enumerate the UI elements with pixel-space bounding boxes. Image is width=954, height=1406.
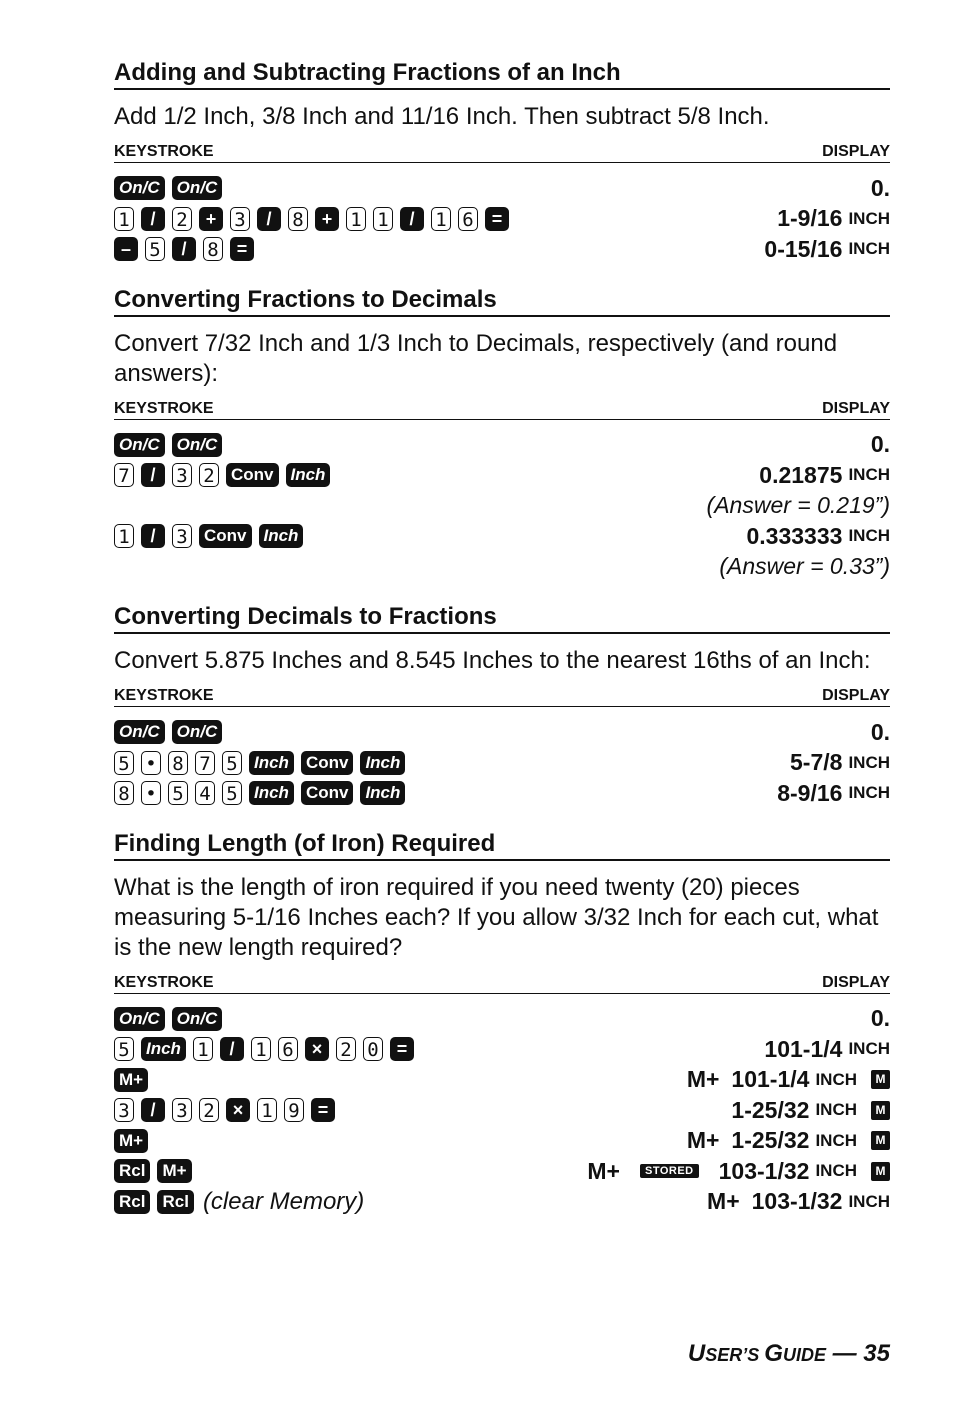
display-number: 0-15/16	[764, 235, 843, 262]
conv-key[interactable]: Conv	[301, 751, 354, 775]
keystroke-note: (clear Memory)	[202, 1187, 365, 1215]
display-header: DISPLAY	[822, 399, 890, 417]
digit-6-key[interactable]: 6	[458, 207, 478, 231]
digit-1-key[interactable]: 1	[346, 207, 366, 231]
digit-8-key[interactable]: 8	[203, 237, 223, 261]
keystroke-row	[114, 1065, 890, 1096]
display-number: 0.21875	[759, 461, 843, 488]
keystroke-header: KEYSTROKE	[114, 973, 214, 991]
digit-2-key[interactable]: 2	[199, 1098, 219, 1122]
keystroke-sequence	[114, 524, 303, 548]
display-header: DISPLAY	[822, 687, 890, 704]
on-clear-key[interactable]: On/C	[114, 1007, 165, 1031]
digit-1-key[interactable]: 1	[257, 1098, 277, 1122]
display-number: 101-1/4	[764, 1035, 843, 1062]
minus-key[interactable]: –	[114, 237, 138, 261]
display-header: DISPLAY	[822, 143, 890, 160]
digit-1-key[interactable]: 1	[193, 1037, 213, 1061]
digit-5-key[interactable]: 5	[222, 781, 242, 805]
keystroke-rows	[114, 430, 890, 583]
inch-key[interactable]: Inch	[286, 463, 331, 487]
equals-key[interactable]: =	[390, 1037, 414, 1061]
digit-2-key[interactable]: 2	[336, 1037, 356, 1061]
digit-2-key[interactable]: 2	[172, 207, 192, 231]
memory-badge: M	[871, 1162, 890, 1181]
digit-5-key[interactable]: 5	[114, 1037, 134, 1061]
keystroke-row	[114, 717, 890, 748]
keystroke-row	[114, 748, 890, 779]
display-unit: INCH	[815, 1161, 857, 1181]
inch-key[interactable]: Inch	[360, 781, 405, 805]
recall-key[interactable]: Rcl	[114, 1159, 150, 1183]
digit-3-key[interactable]: 3	[172, 463, 192, 487]
keystroke-sequence	[114, 1159, 192, 1183]
display-number: 0.	[870, 1005, 890, 1032]
display-value	[871, 1005, 890, 1032]
fraction-key[interactable]: /	[141, 524, 165, 548]
fraction-key[interactable]: /	[220, 1037, 244, 1061]
display-unit: INCH	[848, 752, 890, 772]
keystroke-sequence	[114, 1068, 148, 1092]
section-description: Convert 5.875 Inches and 8.545 Inches to the nearest 16ths of an Inch:	[114, 647, 871, 674]
section-description: What is the length of iron required if you need twenty (20) pieces measuring 5-1/16 Inches each? If you allow 3/32 Inch for each cut, what is the new length required?	[114, 873, 879, 961]
digit-8-key[interactable]: 8	[168, 751, 188, 775]
display-unit: INCH	[815, 1130, 857, 1150]
section-gap	[114, 582, 890, 602]
fraction-key[interactable]: /	[172, 237, 196, 261]
digit-7-key[interactable]: 7	[114, 463, 134, 487]
section	[114, 58, 890, 265]
equals-key[interactable]: =	[485, 207, 509, 231]
display-header: DISPLAY	[822, 973, 890, 991]
digit-3-key[interactable]: 3	[230, 207, 250, 231]
memory-plus-indicator: M+	[707, 1188, 740, 1215]
inch-key[interactable]: Inch	[360, 751, 405, 775]
keystroke-row	[114, 778, 890, 809]
keystroke-sequence	[114, 463, 330, 487]
keystroke-row	[114, 460, 890, 491]
display-unit: INCH	[848, 239, 890, 259]
on-clear-key[interactable]: On/C	[172, 720, 223, 744]
display-value	[587, 1158, 890, 1185]
display-value	[871, 431, 890, 458]
display-number: 0.	[870, 174, 890, 201]
memory-badge: M	[871, 1101, 890, 1120]
display-value	[687, 1066, 890, 1093]
guide-page	[114, 58, 890, 1217]
display-number: 1-9/16	[777, 205, 843, 232]
keystroke-sequence	[114, 1037, 414, 1061]
conv-key[interactable]: Conv	[301, 781, 354, 805]
display-number: 103-1/32	[718, 1157, 810, 1184]
inch-key[interactable]: Inch	[249, 751, 294, 775]
decimal-point-key[interactable]: •	[141, 751, 161, 775]
display-value	[759, 462, 890, 489]
display-value	[747, 523, 891, 550]
display-unit: INCH	[848, 465, 890, 485]
fraction-key[interactable]: /	[141, 207, 165, 231]
keystroke-sequence	[114, 176, 222, 200]
section-title: Converting Decimals to Fractions	[114, 602, 890, 634]
keystroke-sequence	[114, 237, 254, 261]
digit-6-key[interactable]: 6	[278, 1037, 298, 1061]
display-value	[790, 749, 890, 776]
on-clear-key[interactable]: On/C	[172, 433, 223, 457]
display-value	[777, 780, 890, 807]
on-clear-key[interactable]: On/C	[172, 176, 223, 200]
keystroke-row	[114, 1095, 890, 1126]
keystroke-rows	[114, 717, 890, 809]
fraction-key[interactable]: /	[257, 207, 281, 231]
digit-9-key[interactable]: 9	[284, 1098, 304, 1122]
digit-8-key[interactable]: 8	[288, 207, 308, 231]
answer-note: (Answer = 0.219”)	[706, 492, 890, 519]
keystroke-row	[114, 1034, 890, 1065]
memory-plus-key[interactable]: M+	[114, 1129, 148, 1153]
display-number: 103-1/32	[751, 1188, 843, 1215]
section-gap	[114, 265, 890, 285]
keystroke-header: KEYSTROKE	[114, 143, 214, 160]
on-clear-key[interactable]: On/C	[114, 176, 165, 200]
keystroke-display-header	[114, 142, 890, 163]
keystroke-sequence	[114, 1007, 222, 1031]
keystroke-sequence	[114, 1129, 148, 1153]
keystroke-row	[114, 204, 890, 235]
answer-note: (Answer = 0.33”)	[719, 553, 890, 580]
display-value	[871, 719, 890, 746]
display-value	[871, 175, 890, 202]
keystroke-row	[114, 552, 890, 583]
digit-4-key[interactable]: 4	[195, 781, 215, 805]
display-unit: INCH	[848, 526, 890, 546]
keystroke-row	[114, 521, 890, 552]
keystroke-sequence	[114, 720, 222, 744]
memory-plus-indicator: M+	[686, 1066, 720, 1093]
digit-5-key[interactable]: 5	[114, 751, 134, 775]
display-value	[707, 1188, 890, 1215]
display-unit: INCH	[848, 1039, 890, 1059]
fraction-key[interactable]: /	[141, 1098, 165, 1122]
inch-key[interactable]: Inch	[141, 1037, 186, 1061]
digit-3-key[interactable]: 3	[114, 1098, 134, 1122]
multiply-key[interactable]: ×	[305, 1037, 329, 1061]
keystroke-row	[114, 1004, 890, 1035]
display-value	[731, 1097, 890, 1124]
stored-indicator: STORED	[640, 1164, 699, 1178]
digit-1-key[interactable]: 1	[114, 207, 134, 231]
memory-plus-key[interactable]: M+	[157, 1159, 191, 1183]
digit-1-key[interactable]: 1	[114, 524, 134, 548]
on-clear-key[interactable]: On/C	[114, 720, 165, 744]
fraction-key[interactable]: /	[400, 207, 424, 231]
keystroke-row	[114, 234, 890, 265]
keystroke-display-header	[114, 973, 890, 994]
equals-key[interactable]: =	[230, 237, 254, 261]
digit-5-key[interactable]: 5	[222, 751, 242, 775]
display-value	[687, 1127, 890, 1154]
display-unit: INCH	[848, 1191, 890, 1211]
display-value	[764, 236, 890, 263]
digit-5-key[interactable]: 5	[145, 237, 165, 261]
fraction-key[interactable]: /	[141, 463, 165, 487]
keystroke-sequence	[114, 207, 509, 231]
keystroke-row	[114, 173, 890, 204]
digit-0-key[interactable]: 0	[363, 1037, 383, 1061]
plus-key[interactable]: +	[199, 207, 223, 231]
equals-key[interactable]: =	[311, 1098, 335, 1122]
recall-key[interactable]: Rcl	[114, 1190, 150, 1214]
keystroke-row	[114, 491, 890, 522]
digit-7-key[interactable]: 7	[195, 751, 215, 775]
multiply-key[interactable]: ×	[226, 1098, 250, 1122]
keystroke-rows	[114, 173, 890, 265]
keystroke-sequence	[114, 433, 222, 457]
digit-5-key[interactable]: 5	[168, 781, 188, 805]
memory-badge: M	[871, 1131, 890, 1150]
keystroke-sequence	[114, 781, 405, 805]
display-number: 8-9/16	[777, 779, 843, 806]
memory-plus-key[interactable]: M+	[114, 1068, 148, 1092]
keystroke-rows	[114, 1004, 890, 1218]
digit-3-key[interactable]: 3	[172, 524, 192, 548]
keystroke-sequence	[114, 1098, 335, 1122]
on-clear-key[interactable]: On/C	[114, 433, 165, 457]
display-number: 1-25/32	[731, 1127, 810, 1154]
display-unit: INCH	[848, 783, 890, 803]
page-footer: USER’S GUIDE — 35	[687, 1340, 890, 1367]
keystroke-display-header	[114, 399, 890, 420]
section-description: Convert 7/32 Inch and 1/3 Inch to Decimals, respectively (and round answers):	[114, 329, 838, 387]
section-gap	[114, 809, 890, 829]
display-unit: INCH	[815, 1100, 857, 1120]
display-number: 5-7/8	[790, 749, 843, 776]
decimal-point-key[interactable]: •	[141, 781, 161, 805]
conv-key[interactable]: Conv	[199, 524, 252, 548]
display-value	[719, 553, 890, 580]
section	[114, 829, 890, 1218]
display-number: 101-1/4	[731, 1066, 810, 1093]
recall-key[interactable]: Rcl	[157, 1190, 193, 1214]
plus-key[interactable]: +	[315, 207, 339, 231]
digit-1-key[interactable]: 1	[373, 207, 393, 231]
display-value	[764, 1036, 890, 1063]
keystroke-header: KEYSTROKE	[114, 399, 214, 417]
section-title: Adding and Subtracting Fractions of an Inch	[114, 58, 890, 90]
display-number: 0.	[870, 718, 890, 745]
section	[114, 285, 890, 583]
display-number: 0.	[870, 431, 890, 458]
digit-1-key[interactable]: 1	[251, 1037, 271, 1061]
memory-plus-indicator: M+	[587, 1157, 620, 1184]
display-unit: INCH	[848, 208, 890, 228]
display-unit: INCH	[815, 1069, 857, 1089]
digit-3-key[interactable]: 3	[172, 1098, 192, 1122]
section-title: Finding Length (of Iron) Required	[114, 829, 890, 861]
on-clear-key[interactable]: On/C	[172, 1007, 223, 1031]
digit-2-key[interactable]: 2	[199, 463, 219, 487]
section-title: Converting Fractions to Decimals	[114, 285, 890, 317]
display-value	[777, 205, 890, 232]
conv-key[interactable]: Conv	[226, 463, 279, 487]
inch-key[interactable]: Inch	[249, 781, 294, 805]
display-number: 0.333333	[746, 522, 843, 549]
keystroke-display-header	[114, 686, 890, 707]
keystroke-sequence	[114, 751, 405, 775]
display-value	[707, 492, 890, 519]
display-number: 1-25/32	[731, 1096, 810, 1123]
keystroke-row	[114, 1126, 890, 1157]
section	[114, 602, 890, 809]
keystroke-row	[114, 1187, 890, 1218]
keystroke-sequence	[114, 1188, 364, 1216]
digit-8-key[interactable]: 8	[114, 781, 134, 805]
digit-1-key[interactable]: 1	[431, 207, 451, 231]
memory-plus-indicator: M+	[686, 1127, 720, 1154]
memory-badge: M	[871, 1070, 890, 1089]
keystroke-header: KEYSTROKE	[114, 687, 214, 704]
keystroke-row	[114, 1156, 890, 1187]
section-description: Add 1/2 Inch, 3/8 Inch and 11/16 Inch. Then subtract 5/8 Inch.	[114, 103, 770, 130]
inch-key[interactable]: Inch	[259, 524, 304, 548]
keystroke-row	[114, 430, 890, 461]
